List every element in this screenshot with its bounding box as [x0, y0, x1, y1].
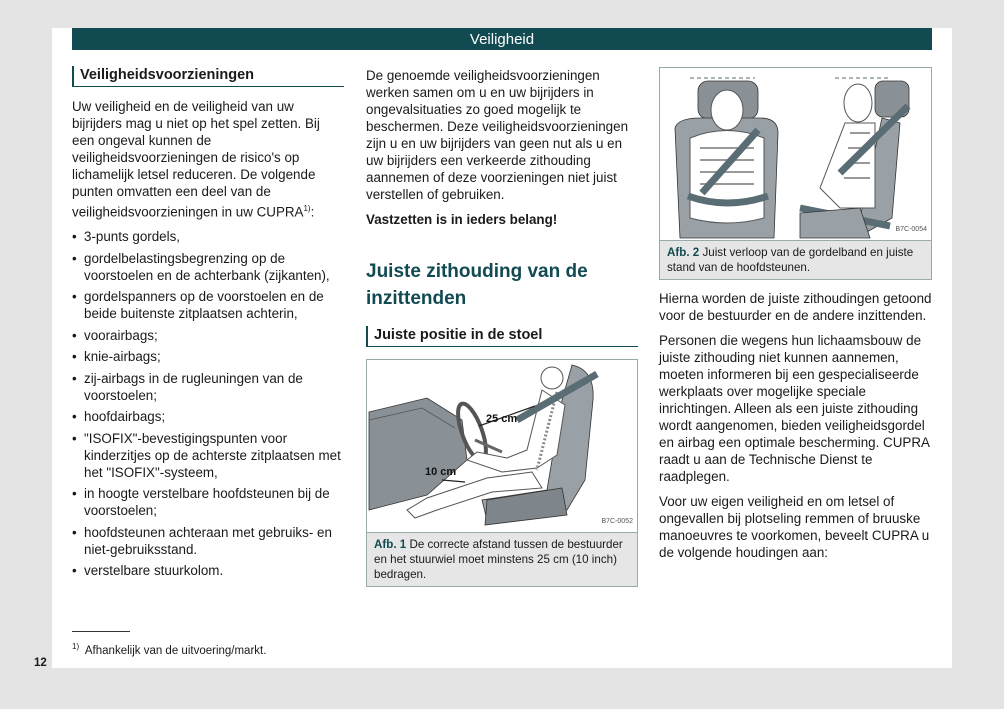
- emphasis-paragraph: Vastzetten is in ieders belang!: [366, 212, 558, 227]
- list-item: • voorairbags;: [72, 327, 344, 344]
- seatbelt-drawing: [660, 68, 931, 240]
- right-column: [659, 67, 932, 569]
- list-item: • 3-punts gordels,: [72, 228, 344, 245]
- distance-label-25: 25 cm: [486, 413, 518, 425]
- list-item: • verstelbare stuurkolom.: [72, 562, 344, 579]
- sub-heading: Juiste positie in de stoel: [366, 326, 638, 347]
- figure-1: [366, 359, 638, 587]
- middle-column: [366, 67, 638, 587]
- main-heading: Juiste zithouding van de inzittenden: [366, 261, 588, 309]
- section-heading: Veiligheidsvoorzieningen: [72, 66, 344, 87]
- left-column: [72, 66, 344, 584]
- list-item: • zij-airbags in de rugleuningen van de voorstoelen;: [72, 370, 344, 404]
- list-item: • knie-airbags;: [72, 348, 344, 365]
- seatbelt-headrest-illustration: [660, 68, 931, 241]
- safety-features-list: [72, 228, 344, 579]
- list-item: • gordelspanners op de voorstoelen en de beide buitenste zitplaatsen achterin,: [72, 288, 344, 322]
- paragraph: Voor uw eigen veiligheid en om letsel of ongevallen bij plotseling remmen of bruuske manoeuvres te voorkomen, beveelt CUPRA u de volgende houdingen aan:: [659, 494, 930, 560]
- page-number: 12: [34, 657, 47, 669]
- distance-label-10: 10 cm: [425, 466, 457, 478]
- paragraph: Personen die wegens hun lichaamsbouw de juiste zithouding niet kunnen aannemen, moeten informeren bij een gespecialiseerde werkplaats over mogelijke speciale inrichtingen. Alleen als een juiste zithouding wordt aangenomen, bieden veiligheidsgordel en airbag een optimale bescherming. CUPRA raadt u aan de Technische Dienst te raadplegen.: [659, 333, 930, 484]
- paragraph: De genoemde veiligheidsvoorzieningen werken samen om u en uw bijrijders in ongevalsituaties zo goed mogelijk te beschermen. Deze veiligheidsvoorzieningen zijn u en uw bijrijders van geen nut als u en uw bijrijders een verkeerde zithouding aannemen of deze voorzieningen niet juist verstellen of gebruiken.: [366, 68, 629, 202]
- driver-seating-illustration: [367, 360, 637, 533]
- driver-seat-drawing: [367, 360, 637, 532]
- footnote-divider: [72, 631, 130, 632]
- list-item: • hoofdairbags;: [72, 408, 344, 425]
- list-item: • in hoogte verstelbare hoofdsteunen bij de voorstoelen;: [72, 485, 344, 519]
- paragraph: Hierna worden de juiste zithoudingen getoond voor de bestuurder en de andere inzittenden.: [659, 291, 932, 323]
- footnote: $^{1)}$ Afhankelijk van de uitvoering/markt.: [72, 642, 267, 657]
- figure-code: B7C-0052: [601, 518, 633, 525]
- figure-number: Afb. 2: [667, 246, 700, 259]
- intro-paragraph: Uw veiligheid en de veiligheid van uw bijrijders mag u niet op het spel zetten. Bij een ongeval kunnen de veiligheidsvoorzieningen de risico's op lichamelijk letsel reduceren. De volgende punten omvatten een deel van de veiligheidsvoorzieningen in uw CUPRA$^{1)}$:: [72, 99, 320, 220]
- list-item: • gordelbelastingsbegrenzing op de voorstoelen en de achterbank (zijkanten),: [72, 250, 344, 284]
- figure-code: B7C-0054: [895, 226, 927, 233]
- list-item: • "ISOFIX"-bevestigingspunten voor kinderzitjes op de achterste zitplaatsen met het "ISOFIX"-systeem,: [72, 430, 344, 481]
- list-item: • hoofdsteunen achteraan met gebruiks- en niet-gebruiksstand.: [72, 524, 344, 558]
- figure-caption: Afb. 1 De correcte afstand tussen de bestuurder en het stuurwiel moet minstens 25 cm (10 inch) bedragen.: [367, 533, 637, 586]
- section-banner: Veiligheid: [72, 28, 932, 50]
- figure-caption: Afb. 2 Juist verloop van de gordelband en juiste stand van de hoofdsteunen.: [660, 241, 931, 279]
- figure-number: Afb. 1: [374, 538, 407, 551]
- figure-2: [659, 67, 932, 280]
